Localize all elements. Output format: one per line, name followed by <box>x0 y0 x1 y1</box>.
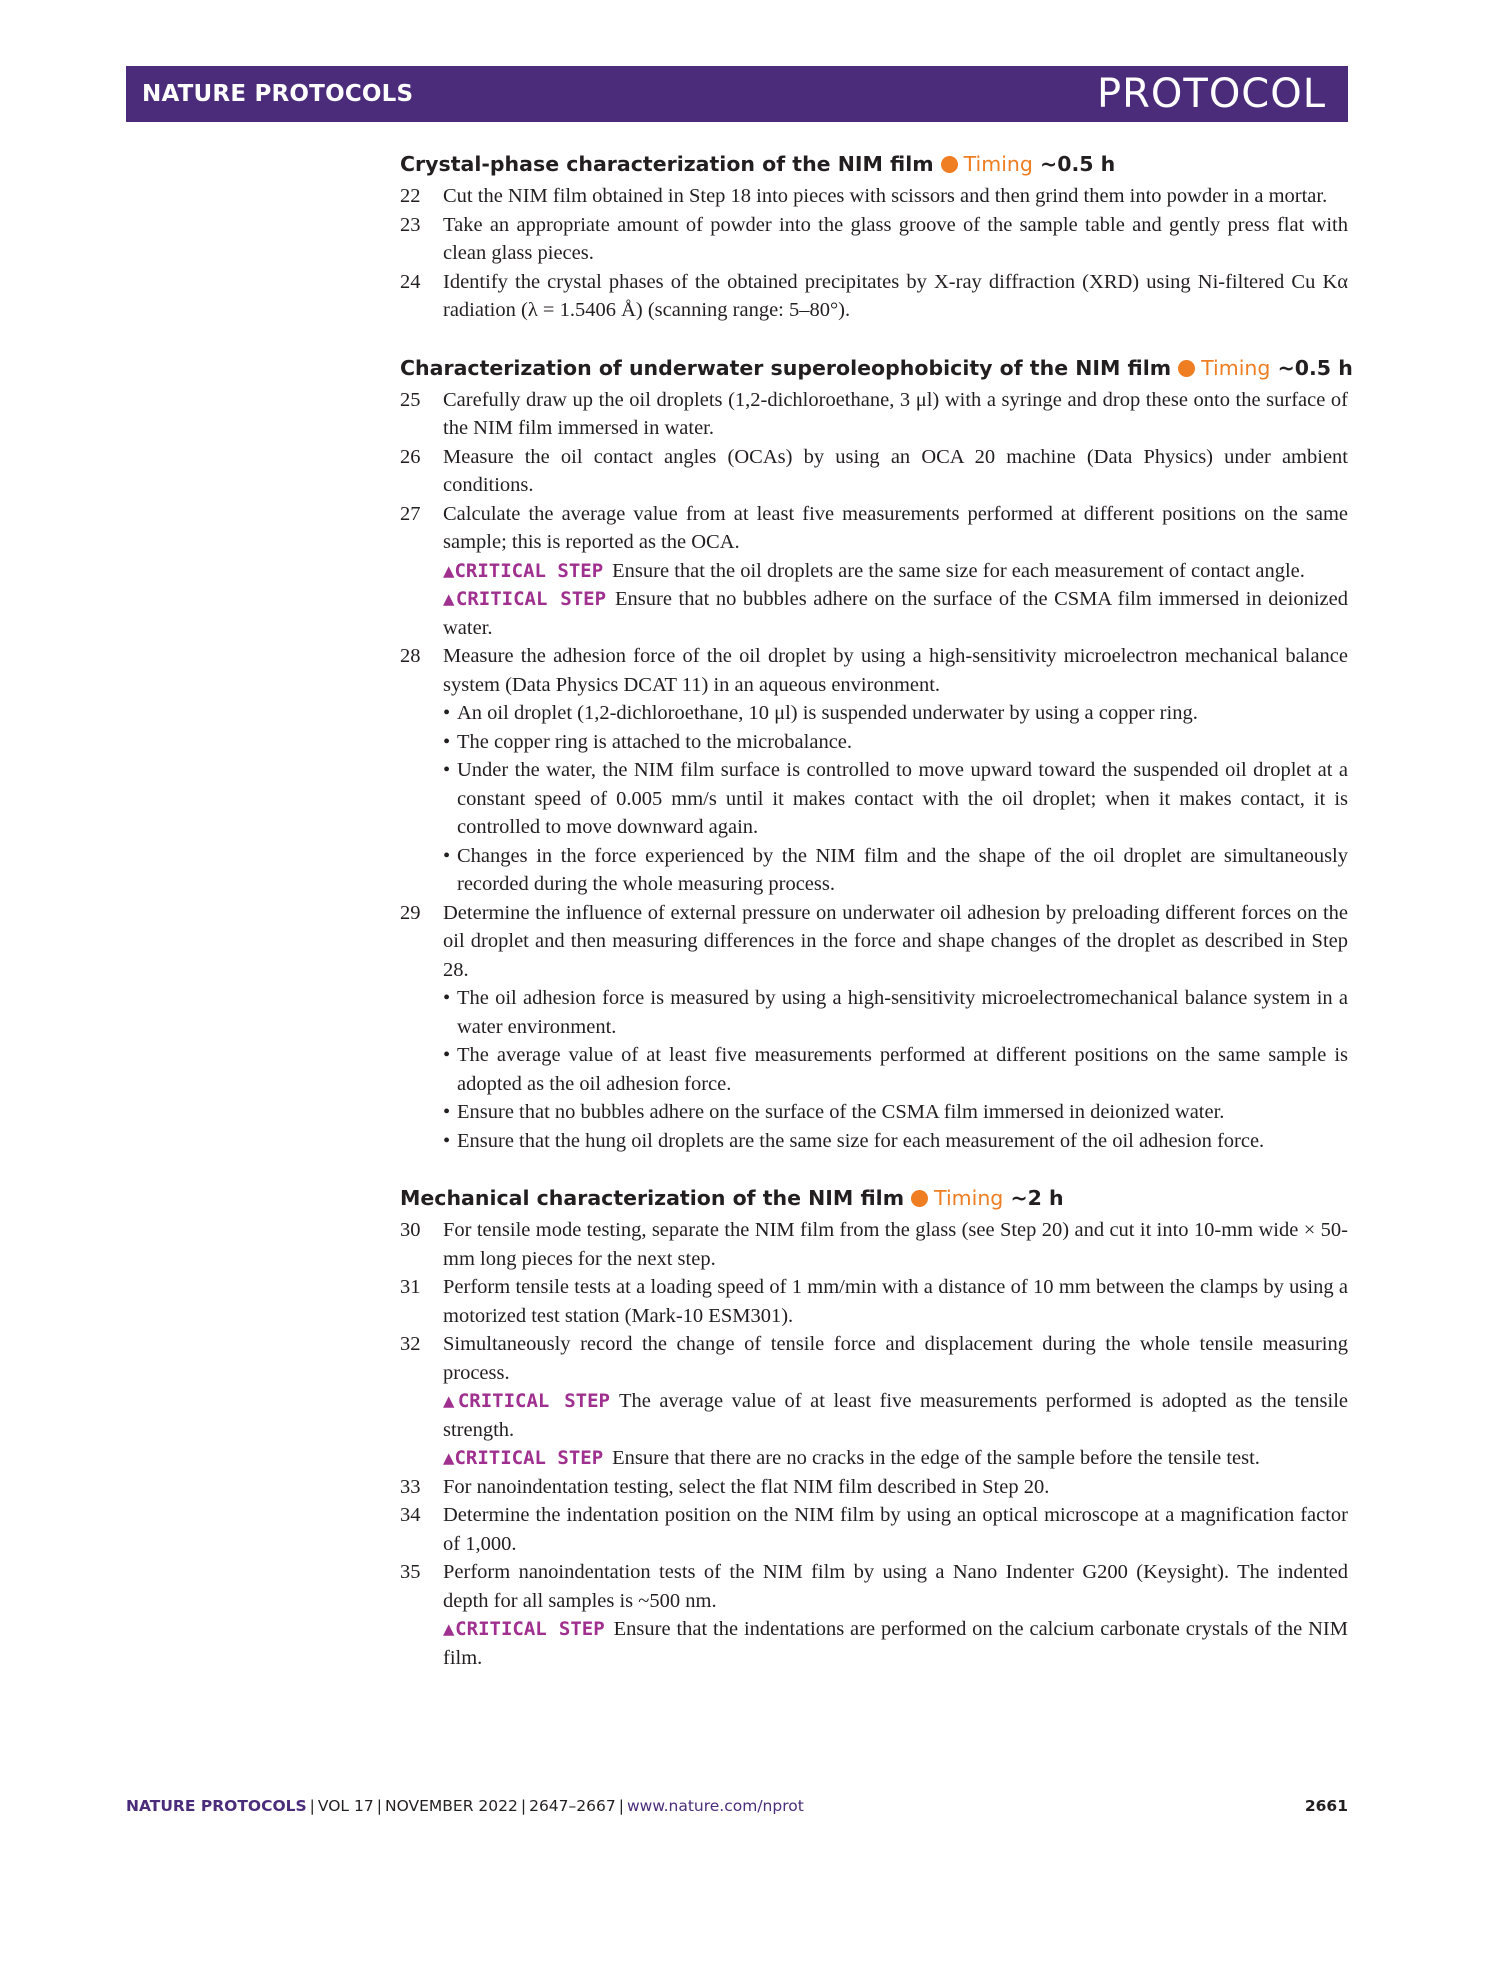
footer-journal: NATURE PROTOCOLS <box>126 1797 307 1815</box>
procedure-step <box>400 642 1348 899</box>
protocol-section <box>400 354 1353 1156</box>
critical-step-text: Ensure that there are no cracks in the edge of the sample before the tensile test. <box>612 1447 1260 1469</box>
bullet-item <box>443 728 1348 757</box>
bullet-text: The copper ring is attached to the microbalance. <box>457 730 853 753</box>
step-text: Determine the influence of external pressure on underwater oil adhesion by preloading different forces on the oil droplet and then measuring differences in the force and shape changes of the droplet as described in Step 28. <box>443 901 1348 981</box>
step-number: 24 <box>400 270 421 293</box>
bullet-icon: • <box>443 1101 451 1123</box>
step-number: 27 <box>400 502 421 525</box>
section-title: Crystal-phase characterization of the NIM film <box>400 152 934 176</box>
section-heading <box>400 150 1348 178</box>
timing-dot-icon <box>911 1190 928 1207</box>
bullet-item <box>443 699 1348 728</box>
bullet-icon: • <box>443 987 451 1009</box>
bullet-text: The average value of at least five measurements performed at different positions on the same sample is adopted as the oil adhesion force. <box>457 1044 1348 1095</box>
bullet-text: Ensure that the hung oil droplets are the same size for each measurement of the oil adhesion force. <box>457 1129 1265 1152</box>
procedure-step <box>400 386 1348 443</box>
critical-step-label: ▲CRITICAL STEP <box>443 559 604 582</box>
critical-step-text: Ensure that the oil droplets are the same size for each measurement of contact angle. <box>612 559 1305 582</box>
procedure-step <box>400 1558 1348 1672</box>
procedure-step <box>400 443 1348 500</box>
step-text: Perform tensile tests at a loading speed of 1 mm/min with a distance of 10 mm between the clamps by using a motorized test station (Mark-10 ESM301). <box>443 1276 1348 1327</box>
page-footer <box>126 1797 1348 1815</box>
procedure-step <box>400 1473 1348 1502</box>
step-number: 33 <box>400 1475 421 1498</box>
footer-volume: VOL 17 <box>317 1797 374 1815</box>
critical-step-text: The average value of at least five measurements performed is adopted as the tensile strength. <box>443 1390 1348 1441</box>
protocol-content <box>400 150 1353 1701</box>
footer-citation: NATURE PROTOCOLS | VOL 17 | NOVEMBER 2022 | 2647–2667 | www.nature.com/nprot <box>126 1797 804 1815</box>
step-number: 30 <box>400 1219 421 1241</box>
protocol-section <box>400 150 1348 325</box>
bullet-text: Changes in the force experienced by the NIM film and the shape of the oil droplet are simultaneously recorded during the whole measuring process. <box>457 844 1348 895</box>
step-number: 34 <box>400 1504 421 1526</box>
step-number: 25 <box>400 388 421 411</box>
footer-url-link[interactable]: www.nature.com/nprot <box>626 1797 804 1815</box>
timing-value: ~0.5 h <box>1277 355 1353 380</box>
critical-step-text: Ensure that the indentations are performed on the calcium carbonate crystals of the NIM film. <box>443 1618 1348 1669</box>
step-number: 35 <box>400 1561 421 1583</box>
step-text: Calculate the average value from at least five measurements performed at different positions on the same sample; this is reported as the OCA. <box>443 502 1348 553</box>
timing-value: ~2 h <box>1010 1186 1064 1210</box>
step-text: Determine the indentation position on the NIM film by using an optical microscope at a magnification factor of 1,000. <box>443 1504 1348 1555</box>
timing-label: Timing <box>1201 355 1271 380</box>
article-type: PROTOCOL <box>1096 71 1326 117</box>
section-heading <box>400 1184 1348 1212</box>
footer-pages: 2647–2667 <box>529 1797 616 1815</box>
procedure-step <box>400 211 1348 268</box>
critical-step-label: ▲CRITICAL STEP <box>443 1390 610 1412</box>
bullet-icon: • <box>443 1129 451 1152</box>
step-text: Perform nanoindentation tests of the NIM film by using a Nano Indenter G200 (Keysight). The indented depth for all samples is ~500 nm. <box>443 1561 1348 1612</box>
procedure-step <box>400 1216 1348 1273</box>
timing-dot-icon <box>1178 360 1195 377</box>
bullet-item <box>443 756 1348 842</box>
procedure-step <box>400 1273 1348 1330</box>
timing-label: Timing <box>934 1186 1004 1210</box>
procedure-step <box>400 182 1348 211</box>
critical-step-label: ▲CRITICAL STEP <box>443 588 607 610</box>
bullet-icon: • <box>443 844 451 867</box>
step-text: Identify the crystal phases of the obtained precipitates by X-ray diffraction (XRD) using Ni-filtered Cu Kα radiation (λ = 1.5406 Å) (scanning range: 5–80°). <box>443 270 1348 321</box>
step-text: For tensile mode testing, separate the NIM film from the glass (see Step 20) and cut it into 10-mm wide × 50-mm long pieces for the next step. <box>443 1219 1348 1270</box>
bullet-text: Ensure that no bubbles adhere on the surface of the CSMA film immersed in deionized water. <box>457 1101 1225 1123</box>
critical-step-text: Ensure that no bubbles adhere on the surface of the CSMA film immersed in deionized water. <box>443 588 1348 639</box>
step-number: 29 <box>400 901 421 924</box>
bullet-icon: • <box>443 702 451 724</box>
bullet-item <box>443 1127 1348 1156</box>
critical-step-note <box>443 1444 1348 1473</box>
bullet-item <box>443 842 1348 899</box>
section-heading <box>400 354 1353 382</box>
critical-step-note <box>443 1387 1348 1444</box>
journal-name: NATURE PROTOCOLS <box>142 81 414 107</box>
step-number: 32 <box>400 1333 421 1355</box>
bullet-icon: • <box>443 730 451 753</box>
bullet-text: An oil droplet (1,2-dichloroethane, 10 μl) is suspended underwater by using a copper ring. <box>457 702 1198 724</box>
step-text: Carefully draw up the oil droplets (1,2-dichloroethane, 3 μl) with a syringe and drop these onto the surface of the NIM film immersed in water. <box>443 388 1348 439</box>
step-number: 22 <box>400 185 421 207</box>
procedure-step <box>400 500 1348 643</box>
section-title: Characterization of underwater superoleophobicity of the NIM film <box>400 355 1172 380</box>
timing-dot-icon <box>941 156 958 173</box>
bullet-item <box>443 984 1348 1041</box>
step-number: 28 <box>400 645 421 667</box>
procedure-step <box>400 268 1348 325</box>
bullet-text: Under the water, the NIM film surface is controlled to move upward toward the suspended oil droplet at a constant speed of 0.005 mm/s until it makes contact with the oil droplet; when it makes contact, it is controlled to move downward again. <box>457 759 1348 838</box>
procedure-step <box>400 1501 1348 1558</box>
step-number: 31 <box>400 1276 421 1298</box>
step-text: Measure the oil contact angles (OCAs) by using an OCA 20 machine (Data Physics) under ambient conditions. <box>443 445 1348 496</box>
bullet-item <box>443 1098 1348 1127</box>
procedure-step <box>400 899 1348 1156</box>
bullet-text: The oil adhesion force is measured by using a high-sensitivity microelectromechanical balance system in a water environment. <box>457 987 1348 1038</box>
protocol-section <box>400 1184 1348 1672</box>
step-text: Measure the adhesion force of the oil droplet by using a high-sensitivity microelectron mechanical balance system (Data Physics DCAT 11) in an aqueous environment. <box>443 645 1348 696</box>
critical-step-label: ▲CRITICAL STEP <box>443 1447 604 1469</box>
step-text: Cut the NIM film obtained in Step 18 into pieces with scissors and then grind them into powder in a mortar. <box>443 185 1328 207</box>
step-text: Simultaneously record the change of tensile force and displacement during the whole tensile measuring process. <box>443 1333 1348 1384</box>
bullet-icon: • <box>443 759 451 781</box>
critical-step-note <box>443 1615 1348 1672</box>
page-number: 2661 <box>1304 1797 1348 1815</box>
section-title: Mechanical characterization of the NIM film <box>400 1186 905 1210</box>
journal-header-bar <box>126 66 1348 122</box>
bullet-icon: • <box>443 1044 451 1066</box>
critical-step-note <box>443 557 1348 586</box>
step-number: 23 <box>400 213 421 236</box>
step-text: For nanoindentation testing, select the flat NIM film described in Step 20. <box>443 1475 1050 1498</box>
critical-step-note <box>443 585 1348 642</box>
footer-date: NOVEMBER 2022 <box>384 1797 518 1815</box>
timing-value: ~0.5 h <box>1040 152 1116 176</box>
step-number: 26 <box>400 445 421 468</box>
bullet-item <box>443 1041 1348 1098</box>
procedure-step <box>400 1330 1348 1473</box>
timing-label: Timing <box>963 152 1033 176</box>
step-text: Take an appropriate amount of powder into the glass groove of the sample table and gently press flat with clean glass pieces. <box>443 213 1348 264</box>
critical-step-label: ▲CRITICAL STEP <box>443 1618 605 1640</box>
